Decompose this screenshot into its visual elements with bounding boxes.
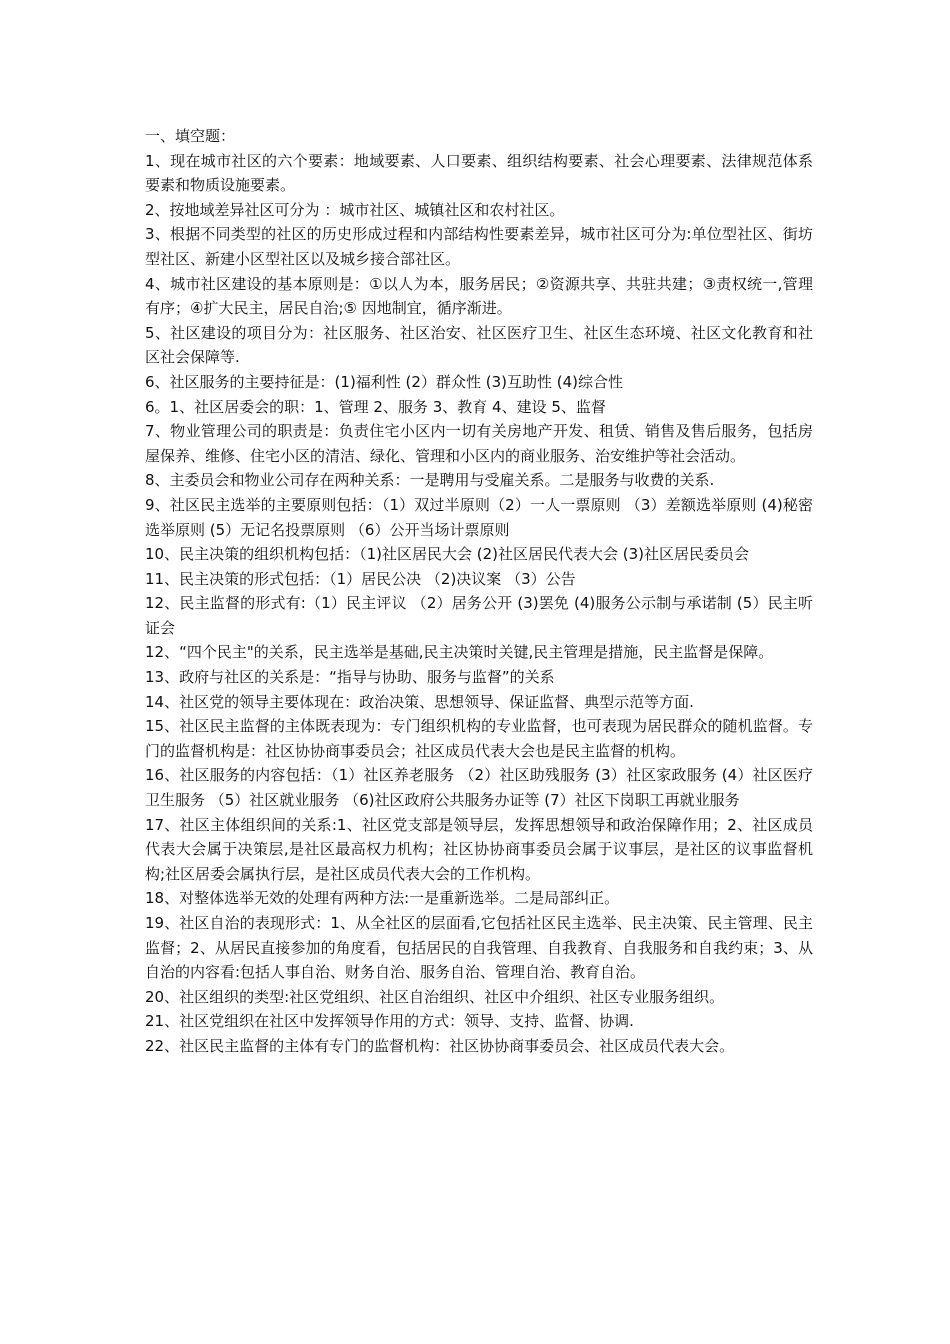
item-18: 18、对整体选举无效的处理有两种方法:一是重新选举。二是局部纠正。 [145, 889, 620, 908]
item-12b: 12、“四个民主"的关系，民主选举是基础,民主决策时关键,民主管理是措施，民主监督是保障。 [145, 643, 774, 662]
item-9: 9、社区民主选举的主要原则包括：（1）双过半原则（2）一人一票原则 （3）差额选举原则 (4)秘密选举原则 (5）无记名投票原则 （6）公开当场计票原则 [145, 495, 813, 539]
item-6-1: 6。1、社区居委会的职：1、管理 2、服务 3、教育 4、建设 5、监督 [145, 397, 606, 416]
item-20: 20、社区组织的类型:社区党组织、社区自治组织、社区中介组织、社区专业服务组织。 [145, 987, 725, 1006]
item-1: 1、现在城市社区的六个要素：地域要素、人口要素、组织结构要素、社会心理要素、法律规范体系要素和物质设施要素。 [145, 151, 813, 195]
item-2: 2、按地域差异社区可分为 ：城市社区、城镇社区和农村社区。 [145, 200, 565, 219]
item-11: 11、民主决策的形式包括：（1）居民公决 （2)决议案 （3）公告 [145, 569, 576, 588]
item-8: 8、主委员会和物业公司存在两种关系：一是聘用与受雇关系。二是服务与收费的关系. [145, 471, 715, 490]
item-12: 12、民主监督的形式有:（1）民主评议 （2）居务公开 (3)罢免 (4)服务公示制与承诺制 (5）民主听证会 [145, 594, 813, 637]
item-5: 5、社区建设的项目分为：社区服务、社区治安、社区医疗卫生、社区生态环境、社区文化教育和社区社会保障等. [145, 323, 813, 367]
item-22: 22、社区民主监督的主体有专门的监督机构：社区协协商事委员会、社区成员代表大会。 [145, 1036, 735, 1055]
document-page [145, 124, 813, 1059]
item-19: 19、社区自治的表现形式：1、从全社区的层面看,它包括社区民主选举、民主决策、民主管理、民主监督；2、从居民直接参加的角度看，包括居民的自我管理、自我教育、自我服务和自我约束；3、从自治的内容看:包括人事自治、财务自治、服务自治、管理自治、教育自治。 [145, 914, 813, 982]
item-10: 10、民主决策的组织机构包括：（1)社区居民大会 (2)社区居民代表大会 (3)社区居民委员会 [145, 545, 750, 564]
item-21: 21、社区党组织在社区中发挥领导作用的方式：领导、支持、监督、协调. [145, 1012, 634, 1031]
item-13: 13、政府与社区的关系是：“指导与协助、服务与监督”的关系 [145, 668, 555, 687]
item-15: 15、社区民主监督的主体既表现为：专门组织机构的专业监督，也可表现为居民群众的随机监督。专门的监督机构是：社区协协商事委员会；社区成员代表大会也是民主监督的机构。 [145, 717, 813, 760]
item-16: 16、社区服务的内容包括：（1）社区养老服务 （2）社区助残服务 (3）社区家政服务 (4）社区医疗卫生服务 （5）社区就业服务 （6)社区政府公共服务办证等 (7）社区下岗职工再就业服务 [145, 766, 813, 810]
item-17: 17、社区主体组织间的关系:1、社区党支部是领导层，发挥思想领导和政治保障作用；2、社区成员代表大会属于决策层,是社区最高权力机构；社区协协商事委员会属于议事层，是社区的议事监督机构;社区居委会属执行层，是社区成员代表大会的工作机构。 [145, 815, 813, 883]
item-3: 3、根据不同类型的社区的历史形成过程和内部结构性要素差异，城市社区可分为:单位型社区、街坊型社区、新建小区型社区以及城乡接合部社区。 [145, 225, 813, 268]
item-4: 4、城市社区建设的基本原则是：①以人为本，服务居民；②资源共享、共驻共建；③责权统一,管理有序；④扩大民主，居民自治;⑤ 因地制宜，循序渐进。 [145, 274, 813, 318]
item-14: 14、社区党的领导主要体现在：政治决策、思想领导、保证监督、典型示范等方面. [145, 692, 694, 711]
item-6: 6、社区服务的主要持征是：(1)福利性 (2）群众性 (3)互助性 (4)综合性 [145, 372, 623, 391]
section-heading: 一、填空题： [145, 127, 236, 145]
item-7: 7、物业管理公司的职责是：负责住宅小区内一切有关房地产开发、租赁、销售及售后服务，包括房屋保养、维修、住宅小区的清洁、绿化、管理和小区内的商业服务、治安维护等社会活动。 [145, 422, 813, 465]
